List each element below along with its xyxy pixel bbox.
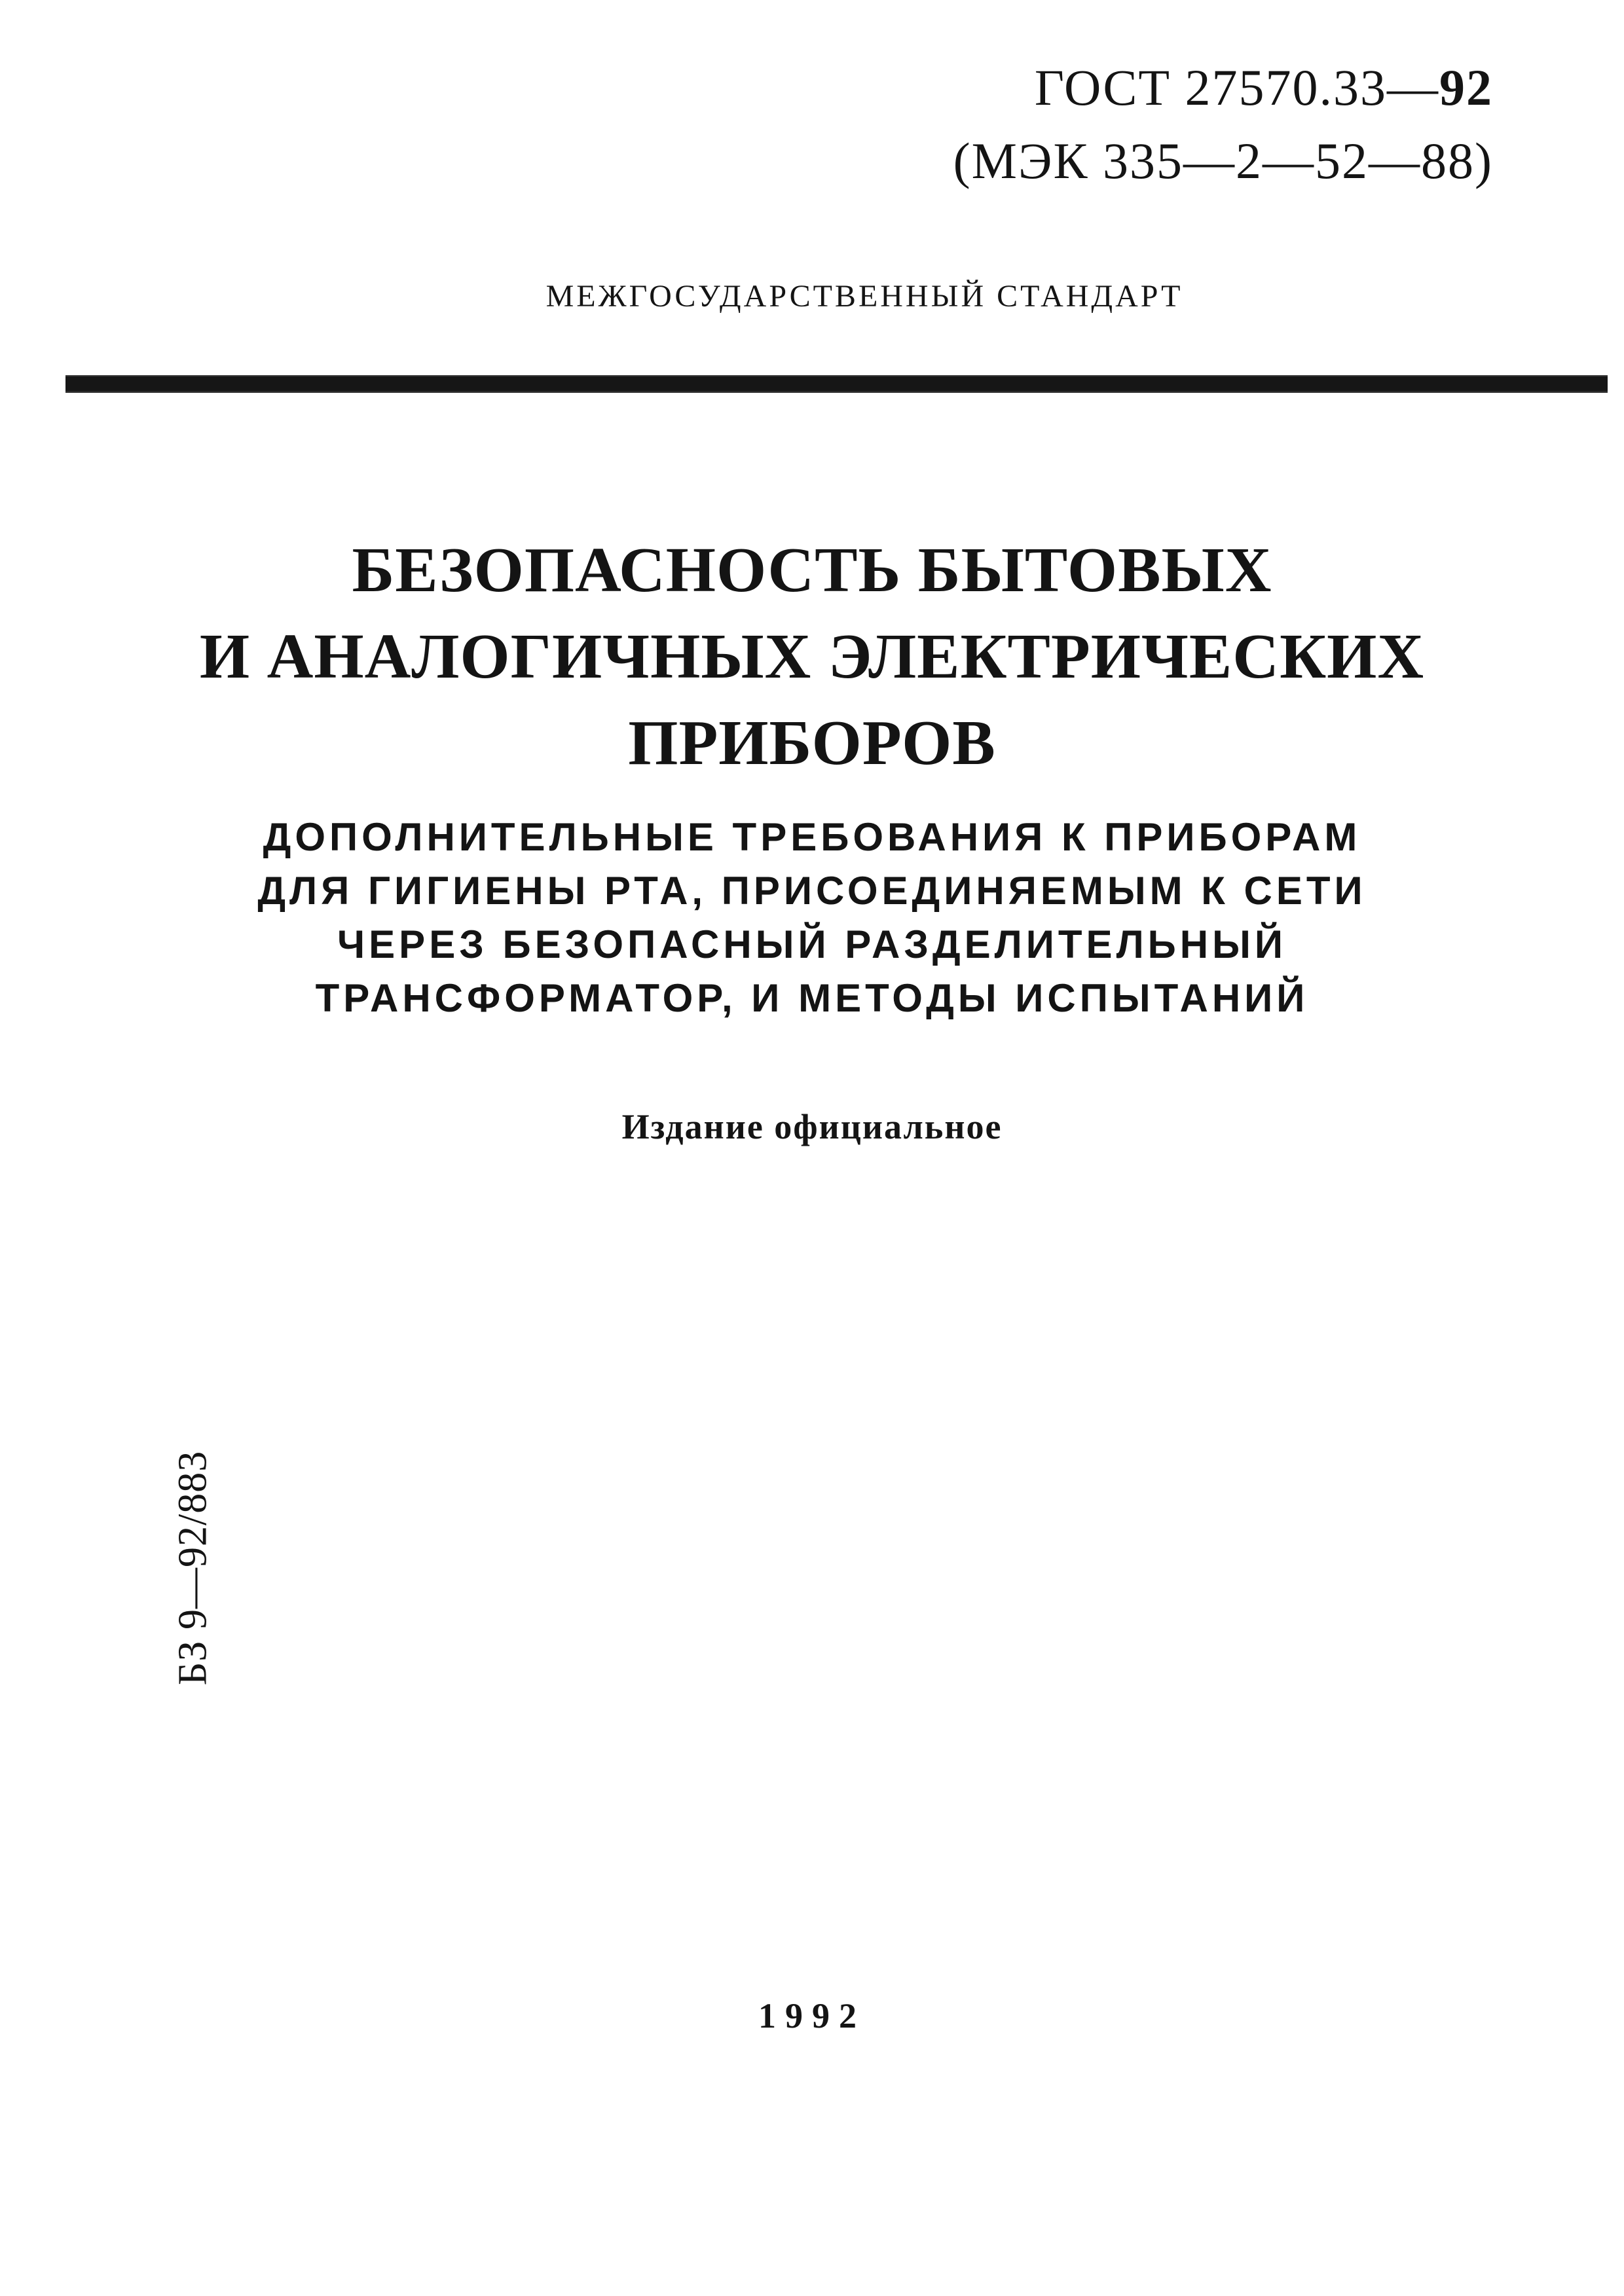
document-subtitle xyxy=(0,811,1624,1025)
side-code-text: БЗ 9—92/883 xyxy=(170,1450,215,1686)
subtitle-line: ТРАНСФОРМАТОР, И МЕТОДЫ ИСПЫТАНИЙ xyxy=(315,976,1309,1020)
gost-number: ГОСТ 27570.33—92 xyxy=(1034,59,1493,116)
subtitle-line: ДЛЯ ГИГИЕНЫ РТА, ПРИСОЕДИНЯЕМЫМ К СЕТИ xyxy=(257,869,1367,913)
header-divider xyxy=(65,375,1608,393)
subtitle-line: ДОПОЛНИТЕЛЬНЫЕ ТРЕБОВАНИЯ К ПРИБОРАМ xyxy=(263,815,1361,859)
title-line: БЕЗОПАСНОСТЬ БЫТОВЫХ xyxy=(352,535,1272,606)
title-line: ПРИБОРОВ xyxy=(628,708,996,778)
edition-note: Издание официальное xyxy=(621,1107,1003,1146)
publication-year: 1992 xyxy=(758,1996,866,2035)
title-line: И АНАЛОГИЧНЫХ ЭЛЕКТРИЧЕСКИХ xyxy=(199,621,1425,692)
document-number xyxy=(953,51,1493,198)
document-title xyxy=(0,527,1624,786)
iec-number: (МЭК 335—2—52—88) xyxy=(953,132,1493,189)
subtitle-line: ЧЕРЕЗ БЕЗОПАСНЫЙ РАЗДЕЛИТЕЛЬНЫЙ xyxy=(337,922,1287,966)
standard-type: МЕЖГОСУДАРСТВЕННЫЙ СТАНДАРТ xyxy=(545,279,1183,314)
